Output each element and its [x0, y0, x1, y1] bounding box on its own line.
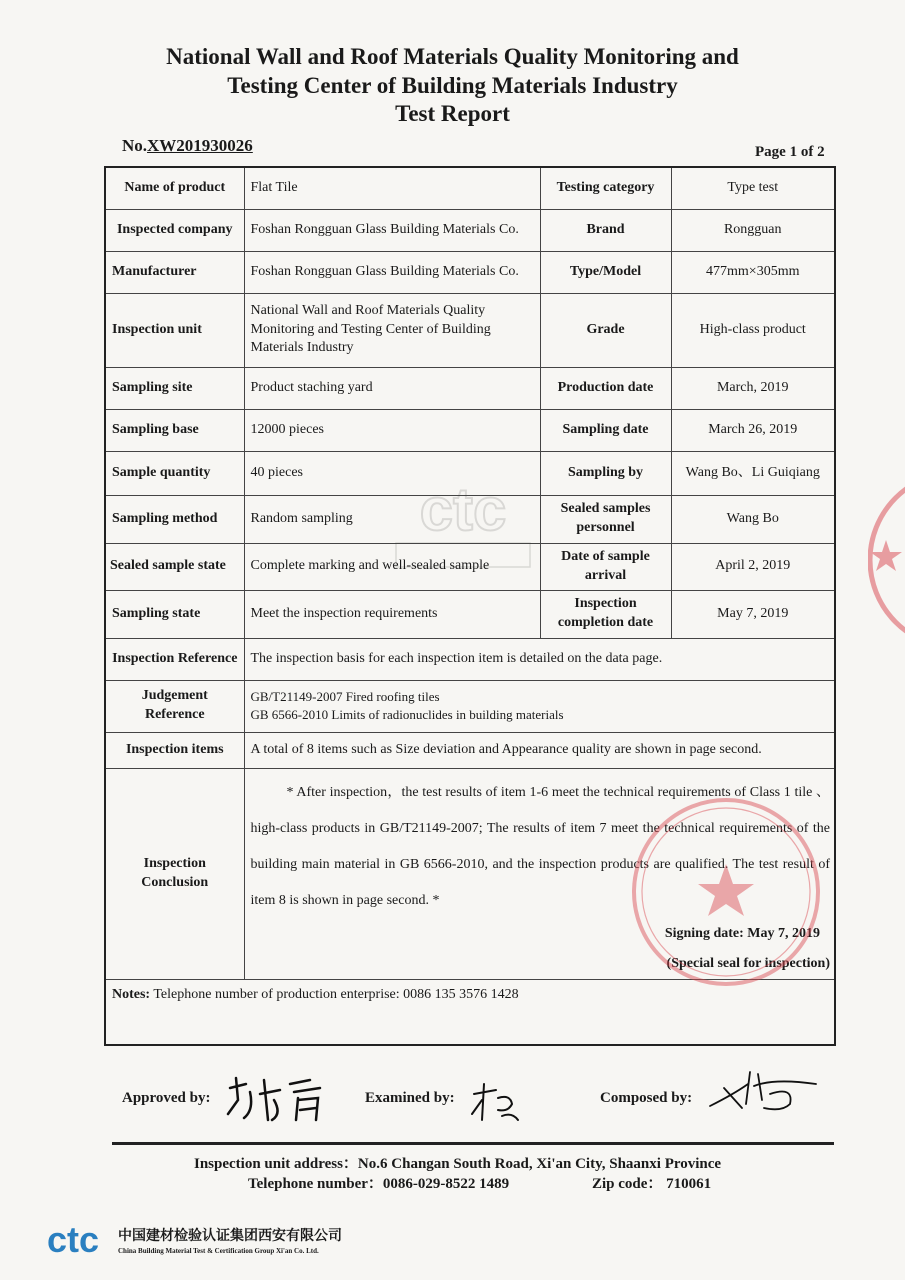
- table-row: [105, 209, 835, 251]
- row-value: Foshan Rongguan Glass Building Materials Co.: [244, 209, 540, 251]
- examined-by-signature: [468, 1080, 528, 1126]
- ctc-logo-text: ctc: [46, 1222, 100, 1258]
- row-label: Inspected company: [105, 209, 244, 251]
- report-title-line-3: Test Report: [395, 101, 510, 126]
- table-row: [105, 495, 835, 543]
- row-label: Sealed sample state: [105, 543, 244, 590]
- report-number: [122, 136, 253, 156]
- notes-text: Telephone number of production enterprise: 0086 135 3576 1428: [153, 986, 519, 1002]
- judgement-reference-line-1: GB/T21149-2007 Fired roofing tiles: [250, 689, 440, 705]
- edge-seal-stamp: [868, 460, 905, 660]
- row-label: Sample quantity: [105, 451, 244, 495]
- inspection-reference-value: The inspection basis for each inspection item is detailed on the data page.: [244, 638, 835, 680]
- row-value: 477mm×305mm: [671, 251, 835, 293]
- row-value: 40 pieces: [244, 451, 540, 495]
- row-label: Grade: [540, 293, 671, 367]
- page-indicator: Page 1 of 2: [755, 144, 825, 160]
- inspection-seal-stamp: [626, 792, 826, 992]
- row-label: Manufacturer: [105, 251, 244, 293]
- table-row: [105, 451, 835, 495]
- row-label: Sampling date: [540, 409, 671, 451]
- row-value: Foshan Rongguan Glass Building Materials Co.: [244, 251, 540, 293]
- footer-divider: [112, 1142, 834, 1145]
- row-value: Wang Bo: [671, 495, 835, 543]
- approved-by-signature: [224, 1070, 344, 1126]
- row-label: Production date: [540, 367, 671, 409]
- row-value: 12000 pieces: [244, 409, 540, 451]
- row-label: Sampling by: [540, 451, 671, 495]
- inspection-items-label: Inspection items: [105, 732, 244, 768]
- table-row: [105, 638, 835, 680]
- inspection-unit-address: Inspection unit address：No.6 Changan South Road, Xi'an City, Shaanxi Province: [194, 1156, 722, 1172]
- table-row: [105, 167, 835, 209]
- table-row: [105, 732, 835, 768]
- company-name-chinese: 中国建材检验认证集团西安有限公司: [118, 1228, 342, 1244]
- composed-by-label: Composed by:: [600, 1090, 693, 1106]
- row-value: High-class product: [671, 293, 835, 367]
- ctc-logo-icon: [40, 1222, 106, 1258]
- row-label: Inspection completion date: [540, 590, 671, 638]
- telephone-number: Telephone number：0086-029-8522 1489: [248, 1176, 510, 1192]
- row-value: Wang Bo、Li Guiqiang: [671, 451, 835, 495]
- table-row: [105, 293, 835, 367]
- signing-date: Signing date: May 7, 2019: [664, 925, 820, 941]
- inspection-conclusion-text: * After inspection，the test results of item 1-6 meet the technical requirements of Class 1 tile 、 high-class products in GB/T21149-2007; The results of item 7 meet the technical requirements of the building main material in GB 6566-2010, and the inspection products are qualified. The test result of item 8 is shown in page second. *: [250, 784, 830, 908]
- report-title-line-2: Testing Center of Building Materials Industry: [227, 73, 678, 98]
- judgement-reference-line-2: GB 6566-2010 Limits of radionuclides in building materials: [250, 707, 564, 722]
- row-value: March, 2019: [671, 367, 835, 409]
- inspection-reference-label: Inspection Reference: [105, 638, 244, 680]
- table-row: [105, 543, 835, 590]
- report-number-value: XW201930026: [147, 136, 253, 155]
- report-number-prefix: No.: [122, 136, 148, 155]
- row-value: Product staching yard: [244, 367, 540, 409]
- company-name-english: China Building Material Test & Certification Group Xi'an Co. Ltd.: [118, 1247, 319, 1255]
- row-value: Meet the inspection requirements: [244, 590, 540, 638]
- row-value: May 7, 2019: [671, 590, 835, 638]
- row-value: March 26, 2019: [671, 409, 835, 451]
- row-value: Flat Tile: [244, 167, 540, 209]
- report-title-line-1: National Wall and Roof Materials Quality Monitoring and: [166, 44, 739, 69]
- row-label: Sealed samples personnel: [540, 495, 671, 543]
- judgement-reference-value: [244, 680, 835, 732]
- table-row: [105, 251, 835, 293]
- judgement-reference-label: Judgement Reference: [105, 680, 244, 732]
- inspection-conclusion-label: Inspection Conclusion: [105, 768, 244, 979]
- table-row: [105, 590, 835, 638]
- notes-label: Notes:: [112, 986, 151, 1002]
- row-label: Inspection unit: [105, 293, 244, 367]
- row-label: Date of sample arrival: [540, 543, 671, 590]
- row-label: Type/Model: [540, 251, 671, 293]
- row-value: Random sampling: [244, 495, 540, 543]
- composed-by-signature: [704, 1064, 822, 1120]
- svg-text:ctc: ctc: [419, 476, 507, 543]
- row-value: April 2, 2019: [671, 543, 835, 590]
- row-label: Sampling state: [105, 590, 244, 638]
- table-row: [105, 367, 835, 409]
- table-row: [105, 409, 835, 451]
- row-label: Sampling site: [105, 367, 244, 409]
- row-value: Type test: [671, 167, 835, 209]
- row-value: Rongguan: [671, 209, 835, 251]
- row-label: Brand: [540, 209, 671, 251]
- row-label: Testing category: [540, 167, 671, 209]
- approved-by-label: Approved by:: [122, 1090, 211, 1106]
- inspection-items-value: A total of 8 items such as Size deviation and Appearance quality are shown in page second.: [244, 732, 835, 768]
- table-row: [105, 680, 835, 732]
- row-label: Sampling base: [105, 409, 244, 451]
- row-label: Sampling method: [105, 495, 244, 543]
- row-value: Complete marking and well-sealed sample: [244, 543, 540, 590]
- special-seal-label: (Special seal for inspection): [666, 955, 830, 971]
- zip-code: Zip code： 710061: [592, 1176, 712, 1192]
- examined-by-label: Examined by:: [365, 1090, 455, 1106]
- row-label: Name of product: [105, 167, 244, 209]
- row-value: National Wall and Roof Materials Quality Monitoring and Testing Center of Building Materials Industry: [244, 293, 540, 367]
